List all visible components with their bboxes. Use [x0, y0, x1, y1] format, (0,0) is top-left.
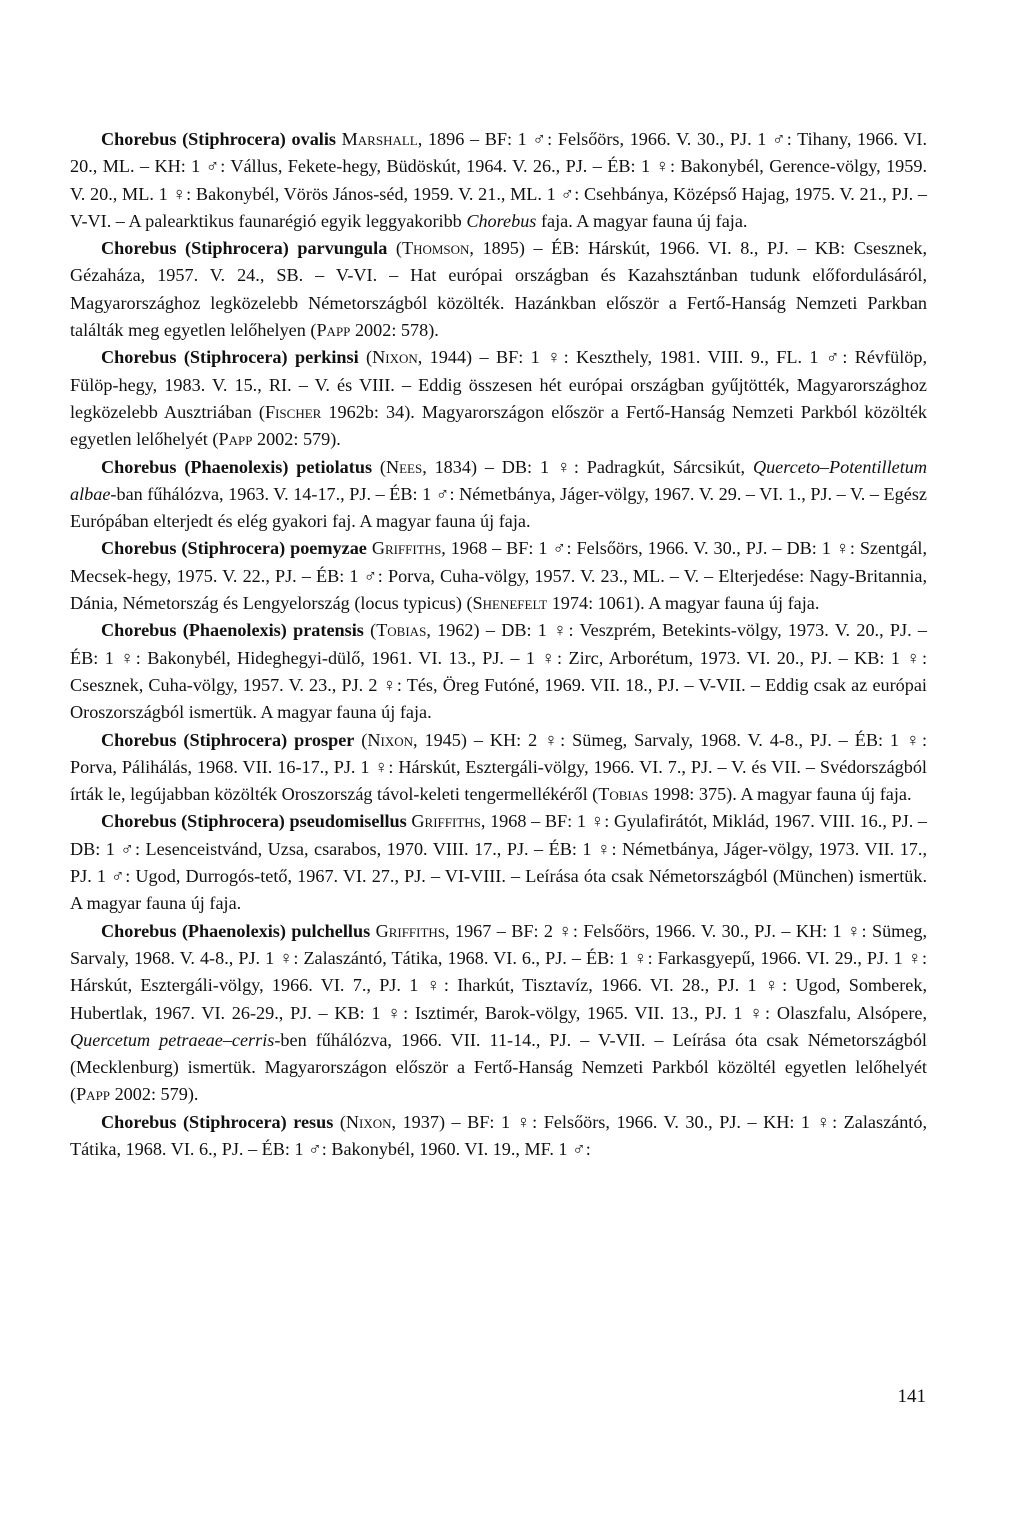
entry-body: – BF: 1 ♂: Felsőörs, 1966. V. 30., PJ. – DB: 1 ♀: Szentgál, Mecsek-hegy, 1975. V. 22., PJ. – ÉB: 1 ♂: Porva, Cuha-völgy, 1957. V. 23., ML. – V. – Elterjedése: Nagy-Britannia, Dánia, Németország és Lengyelország (locus typicus) (	[70, 538, 927, 614]
species-author: Griffiths	[411, 811, 481, 832]
entry-body-tail: 2002: 579).	[252, 429, 341, 450]
species-entry-ovalis	[70, 126, 927, 235]
entry-body-tail: 1974: 1061). A magyar fauna új faja.	[547, 593, 820, 614]
species-author: Nixon	[367, 729, 413, 750]
species-year: , 1937)	[391, 1111, 446, 1132]
document-page	[70, 126, 927, 1163]
species-entry-petiolatus: Chorebus (Phaenolexis) petiolatus (Nees, 1834) – DB: 1 ♀: Padragkút, Sárcsikút, Querceto–Potentilletum albae-ban fűhálózva, 1963. V. 14-17., PJ. – ÉB: 1 ♂: Németbánya, Jáger-völgy, 1967. V. 29. – VI. 1., PJ. – V. – Egész Európában elterjedt és elég gyakori faj. A magyar fauna új faja.	[70, 456, 928, 532]
species-entry-pulchellus	[70, 918, 927, 1109]
species-entry-resus: Chorebus (Stiphrocera) resus (Nixon, 1937) – BF: 1 ♀: Felsőörs, 1966. V. 30., PJ. – KH: 1 ♀: Zalaszántó, Tátika, 1968. VI. 6., PJ. – ÉB: 1 ♂: Bakonybél, 1960. VI. 19., MF. 1 ♂:	[70, 1111, 928, 1159]
species-year: , 1945)	[413, 729, 467, 750]
entry-body: – BF: 1 ♀: Gyulafirátót, Miklád, 1967. VIII. 16., PJ. – DB: 1 ♂: Lesenceistvánd, Uzsa, csarabos, 1970. VIII. 17., PJ. – ÉB: 1 ♀: Németbánya, Jáger-völgy, 1973. VII. 17., PJ. 1 ♂: Ugod, Durrogós-tető, 1967. VI. 27., PJ. – VI-VIII. – Leírása óta csak Németországból (München) ismertük. A magyar fauna új faja.	[70, 811, 928, 914]
reference-author: Tobias	[598, 784, 649, 805]
entry-body: – BF: 1 ♀: Felsőörs, 1966. V. 30., PJ. – KH: 1 ♀: Zalaszántó, Tátika, 1968. VI. 6., PJ. – ÉB: 1 ♂: Bakonybél, 1960. VI. 19., MF. 1 ♂:	[70, 1111, 928, 1159]
species-name: Chorebus (Phaenolexis) petiolatus	[101, 456, 373, 477]
italic-term: Chorebus	[466, 210, 537, 231]
italic-term: Quercetum petraeae–cerris	[70, 1029, 275, 1050]
species-entry-poemyzae	[70, 535, 927, 617]
species-author: Griffiths	[371, 538, 442, 559]
page-number: 141	[897, 1386, 926, 1407]
species-year: , 1967	[445, 920, 492, 941]
species-name: Chorebus (Stiphrocera) poemyzae	[101, 538, 367, 559]
reference-author: Papp	[76, 1084, 111, 1105]
species-author: Nixon	[372, 347, 418, 368]
entry-body-tail: 2002: 578).	[350, 320, 439, 341]
entry-body: – DB: 1 ♀: Padragkút, Sárcsikút,	[477, 456, 753, 477]
species-author: Griffiths	[375, 920, 446, 941]
species-name: Chorebus (Stiphrocera) resus	[101, 1111, 334, 1132]
species-entry-prosper: Chorebus (Stiphrocera) prosper (Nixon, 1945) – KH: 2 ♀: Sümeg, Sarvaly, 1968. V. 4-8., PJ. – ÉB: 1 ♀: Porva, Pálihálás, 1968. VII. 16-17., PJ. 1 ♀: Hárskút, Esztergáli-völgy, 1966. VI. 7., PJ. – V. és VII. – Svédországból írták le, legújabban közölték Oroszország távol-keleti tengermellékéről (Tobias 1998: 375). A magyar fauna új faja.	[70, 729, 928, 805]
entry-body: – BF: 1 ♀: Keszthely, 1981. VIII. 9., FL. 1 ♂: Révfülöp, Fülöp-hegy, 1983. V. 15., RI. – V. és VIII. – Eddig összesen hét európai országban gyűjtötték, Magyarországhoz legközelebb Ausztriában (	[70, 347, 928, 422]
species-name: Chorebus (Stiphrocera) ovalis	[101, 129, 336, 149]
species-author: Nixon	[345, 1111, 392, 1132]
species-name: Chorebus (Stiphrocera) perkinsi	[101, 347, 359, 368]
reference-author: Shenefelt	[472, 593, 548, 614]
species-year: , 1896	[417, 129, 465, 149]
entry-body-mid: 1962b: 34). Magyarországon először a Fertő-Hanság Nemzeti Parkból közölték egyetlen lelőhelyét (	[70, 401, 928, 450]
species-year: , 1968	[441, 538, 488, 559]
species-name: Chorebus (Stiphrocera) parvungula	[101, 238, 388, 259]
species-name: Chorebus (Phaenolexis) pratensis	[101, 620, 364, 641]
entry-body-tail: 1998: 375). A magyar fauna új faja.	[648, 784, 912, 805]
entry-body: – DB: 1 ♀: Veszprém, Betekints-völgy, 1973. V. 20., PJ. – ÉB: 1 ♀: Bakonybél, Hideghegyi-dülő, 1961. VI. 13., PJ. – 1 ♀: Zirc, Arborétum, 1973. VI. 20., PJ. – KB: 1 ♀: Csesznek, Cuha-völgy, 1957. V. 23., PJ. 2 ♀: Tés, Öreg Futóné, 1969. VII. 18., PJ. – V-VII. – Eddig csak az európai Oroszországból ismertük. A magyar fauna új faja.	[70, 620, 928, 723]
reference-author-2: Papp	[218, 429, 253, 450]
reference-author: Fischer	[264, 401, 322, 422]
species-name: Chorebus (Phaenolexis) pulchellus	[101, 920, 371, 941]
entry-body: – BF: 1 ♂: Felsőörs, 1966. V. 30., PJ. 1 ♂: Tihany, 1966. VI. 20., ML. – KH: 1 ♂: Vállus, Fekete-hegy, Büdöskút, 1964. V. 26., PJ. – ÉB: 1 ♀: Bakonybél, Gerence-völgy, 1959. V. 20., ML. 1 ♀: Bakonybél, Vörös János-séd, 1959. V. 21., ML. 1 ♂: Csehbánya, Középső Hajag, 1975. V. 21., PJ. – V-VI. – A palearktikus faunarégió egyik leggyakoribb	[70, 129, 928, 231]
italic-term: Querceto–Potentilletum albae	[70, 456, 928, 504]
species-author: Thomson	[401, 238, 470, 259]
species-author: Marshall	[341, 129, 418, 149]
species-name: Chorebus (Stiphrocera) pseudomisellus	[101, 811, 407, 832]
species-year: , 1962)	[426, 620, 480, 641]
species-year: , 1968	[480, 811, 527, 832]
species-author: Nees	[385, 456, 423, 477]
species-year: , 1944)	[417, 347, 473, 368]
entry-body: – KH: 2 ♀: Sümeg, Sarvaly, 1968. V. 4-8., PJ. – ÉB: 1 ♀: Porva, Pálihálás, 1968. VII. 16-17., PJ. 1 ♀: Hárskút, Esztergáli-völgy, 1966. VI. 7., PJ. – V. és VII. – Svédországból írták le, legújabban közölték Oroszország távol-keleti tengermellékéről (	[70, 729, 928, 805]
species-entry-pseudomisellus	[70, 808, 927, 917]
entry-body-tail: -ban fűhálózva, 1963. V. 14-17., PJ. – ÉB: 1 ♂: Németbánya, Jáger-völgy, 1967. V. 29. – VI. 1., PJ. – V. – Egész Európában elterjedt és elég gyakori faj. A magyar fauna új faja.	[70, 483, 927, 532]
species-year: , 1895)	[469, 238, 525, 259]
species-entry-perkinsi: Chorebus (Stiphrocera) perkinsi (Nixon, 1944) – BF: 1 ♀: Keszthely, 1981. VIII. 9., FL. 1 ♂: Révfülöp, Fülöp-hegy, 1983. V. 15., RI. – V. és VIII. – Eddig összesen hét európai országban gyűjtötték, Magyarországhoz legközelebb Ausztriában (Fischer 1962b: 34). Magyarországon először a Fertő-Hanság Nemzeti Parkból közölték egyetlen lelőhelyét (Papp 2002: 579).	[70, 347, 928, 450]
species-entry-parvungula: Chorebus (Stiphrocera) parvungula (Thomson, 1895) – ÉB: Hárskút, 1966. VI. 8., PJ. – KB: Csesznek, Gézaháza, 1957. V. 24., SB. – V-VI. – Hat európai országban és Kazahsztánban tudunk előfordulásáról, Magyarországhoz legközelebb Németországból közölték. Hazánkban először a Fertő-Hanság Nemzeti Parkban találták meg egyetlen lelőhelyen (Papp 2002: 578).	[70, 238, 928, 341]
species-year: , 1834)	[422, 456, 478, 477]
entry-body: – ÉB: Hárskút, 1966. VI. 8., PJ. – KB: Csesznek, Gézaháza, 1957. V. 24., SB. – V-VI. – Hat európai országban és Kazahsztánban tudunk előfordulásáról, Magyarországhoz legközelebb Németországból közölték. Hazánkban először a Fertő-Hanság Nemzeti Parkban találták meg egyetlen lelőhelyen (	[70, 238, 928, 341]
entry-body-mid: -ben fűhálózva, 1966. VII. 11-14., PJ. – V-VII. – Leírása óta csak Németországból (Mecklenburg) ismertük. Magyarországon először a Fertő-Hanság Nemzeti Parkból közöltél egyetlen lelőhelyét (	[70, 1029, 927, 1105]
entry-body-tail: faja. A magyar fauna új faja.	[536, 210, 748, 231]
species-entry-pratensis: Chorebus (Phaenolexis) pratensis (Tobias, 1962) – DB: 1 ♀: Veszprém, Betekints-völgy, 1973. V. 20., PJ. – ÉB: 1 ♀: Bakonybél, Hideghegyi-dülő, 1961. VI. 13., PJ. – 1 ♀: Zirc, Arborétum, 1973. VI. 20., PJ. – KB: 1 ♀: Csesznek, Cuha-völgy, 1957. V. 23., PJ. 2 ♀: Tés, Öreg Futóné, 1969. VII. 18., PJ. – V-VII. – Eddig csak az európai Oroszországból ismertük. A magyar fauna új faja.	[70, 620, 928, 723]
reference-author: Papp	[316, 320, 351, 341]
entry-body: – BF: 2 ♀: Felsőörs, 1966. V. 30., PJ. – KH: 1 ♀: Sümeg, Sarvaly, 1968. V. 4-8., PJ. 1 ♀: Zalaszántó, Tátika, 1968. VI. 6., PJ. – ÉB: 1 ♀: Farkasgyepű, 1966. VI. 29., PJ. 1 ♀: Hárskút, Esztergáli-völgy, 1966. VI. 7., PJ. 1 ♀: Iharkút, Tisztavíz, 1966. VI. 28., PJ. 1 ♀: Ugod, Somberek, Hubertlak, 1967. VI. 26-29., PJ. – KB: 1 ♀: Isztimér, Barok-völgy, 1965. VII. 13., PJ. 1 ♀: Olaszfalu, Alsópere,	[70, 920, 928, 1023]
species-name: Chorebus (Stiphrocera) prosper	[101, 729, 355, 750]
entry-body-tail: 2002: 579).	[110, 1084, 199, 1105]
species-author: Tobias	[376, 620, 427, 641]
